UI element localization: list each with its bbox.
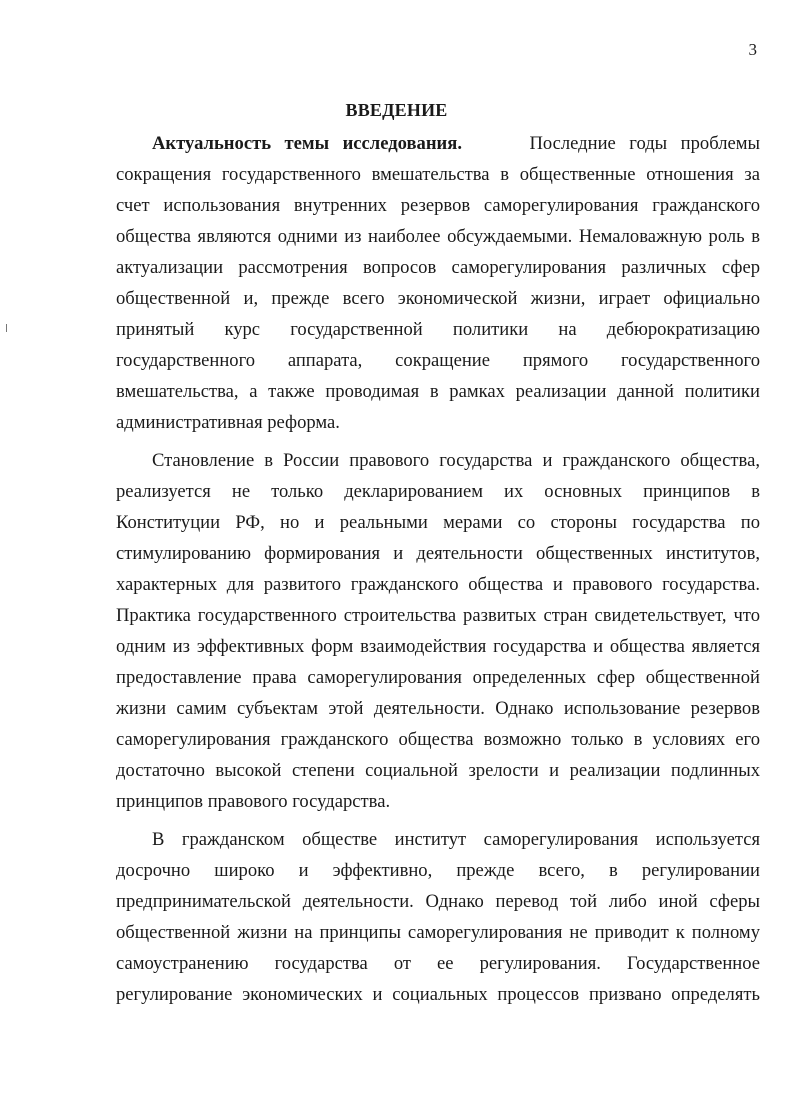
text-line: счет использования внутренних резервов саморегулирования гражданского <box>116 195 760 216</box>
text-line: административная реформа. <box>116 412 340 433</box>
text-line: Становление в России правового государства и гражданского общества, <box>152 450 760 471</box>
text-line: Конституции РФ, но и реальными мерами со стороны государства по <box>116 512 760 533</box>
page-number: 3 <box>748 40 757 59</box>
text-line: досрочно широко и эффективно, прежде всего, в регулировании <box>116 860 760 881</box>
text-line: достаточно высокой степени социальной зрелости и реализации подлинных <box>116 760 760 781</box>
paragraph-self-regulation <box>116 824 760 1010</box>
text-line-content: Последние годы проблемы <box>529 133 760 154</box>
text-line: государственного аппарата, сокращение прямого государственного <box>116 350 760 371</box>
text-line: жизни самим субъектам этой деятельности. Однако использование резервов <box>116 698 760 719</box>
text-line: принятый курс государственной политики на дебюрократизацию <box>116 319 760 340</box>
paragraph-relevance <box>116 128 760 438</box>
text-line: принципов правового государства. <box>116 791 391 812</box>
text-line: Практика государственного строительства развитых стран свидетельствует, что <box>116 605 760 626</box>
paragraph-gap <box>116 817 760 824</box>
text-line: актуализации рассмотрения вопросов саморегулирования различных сфер <box>116 257 760 278</box>
text-line: предоставление права саморегулирования определенных сфер общественной <box>116 667 760 688</box>
text-line: В гражданском обществе институт саморегулирования используется <box>152 829 760 850</box>
text-line: реализуется не только декларированием их основных принципов в <box>116 481 760 502</box>
document-body <box>116 128 760 1010</box>
paragraph-civil-society <box>116 445 760 817</box>
text-line: стимулированию формирования и деятельности общественных институтов, <box>116 543 760 564</box>
margin-mark <box>6 324 7 332</box>
text-line: общественной жизни на принципы саморегулирования не приводит к полному <box>116 922 760 943</box>
paragraph-gap <box>116 438 760 445</box>
text-line: общественной и, прежде всего экономической жизни, играет официально <box>116 288 760 309</box>
text-line: общества являются одними из наиболее обсуждаемыми. Немаловажную роль в <box>116 226 760 247</box>
text-line: самоустранению государства от ее регулирования. Государственное <box>116 953 760 974</box>
relevance-lead: Актуальность темы исследования. <box>152 133 462 154</box>
text-line: вмешательства, а также проводимая в рамках реализации данной политики <box>116 381 760 402</box>
text-line: сокращения государственного вмешательства в общественные отношения за <box>116 164 760 185</box>
text-line: регулирование экономических и социальных процессов призвано определять <box>116 984 760 1005</box>
text-line: одним из эффективных форм взаимодействия государства и общества является <box>116 636 760 657</box>
text-line <box>116 128 760 159</box>
section-heading: ВВЕДЕНИЕ <box>345 100 448 120</box>
text-line: саморегулирования гражданского общества возможно только в условиях его <box>116 729 760 750</box>
text-line: предпринимательской деятельности. Однако перевод той либо иной сферы <box>116 891 760 912</box>
text-line: характерных для развитого гражданского общества и правового государства. <box>116 574 760 595</box>
